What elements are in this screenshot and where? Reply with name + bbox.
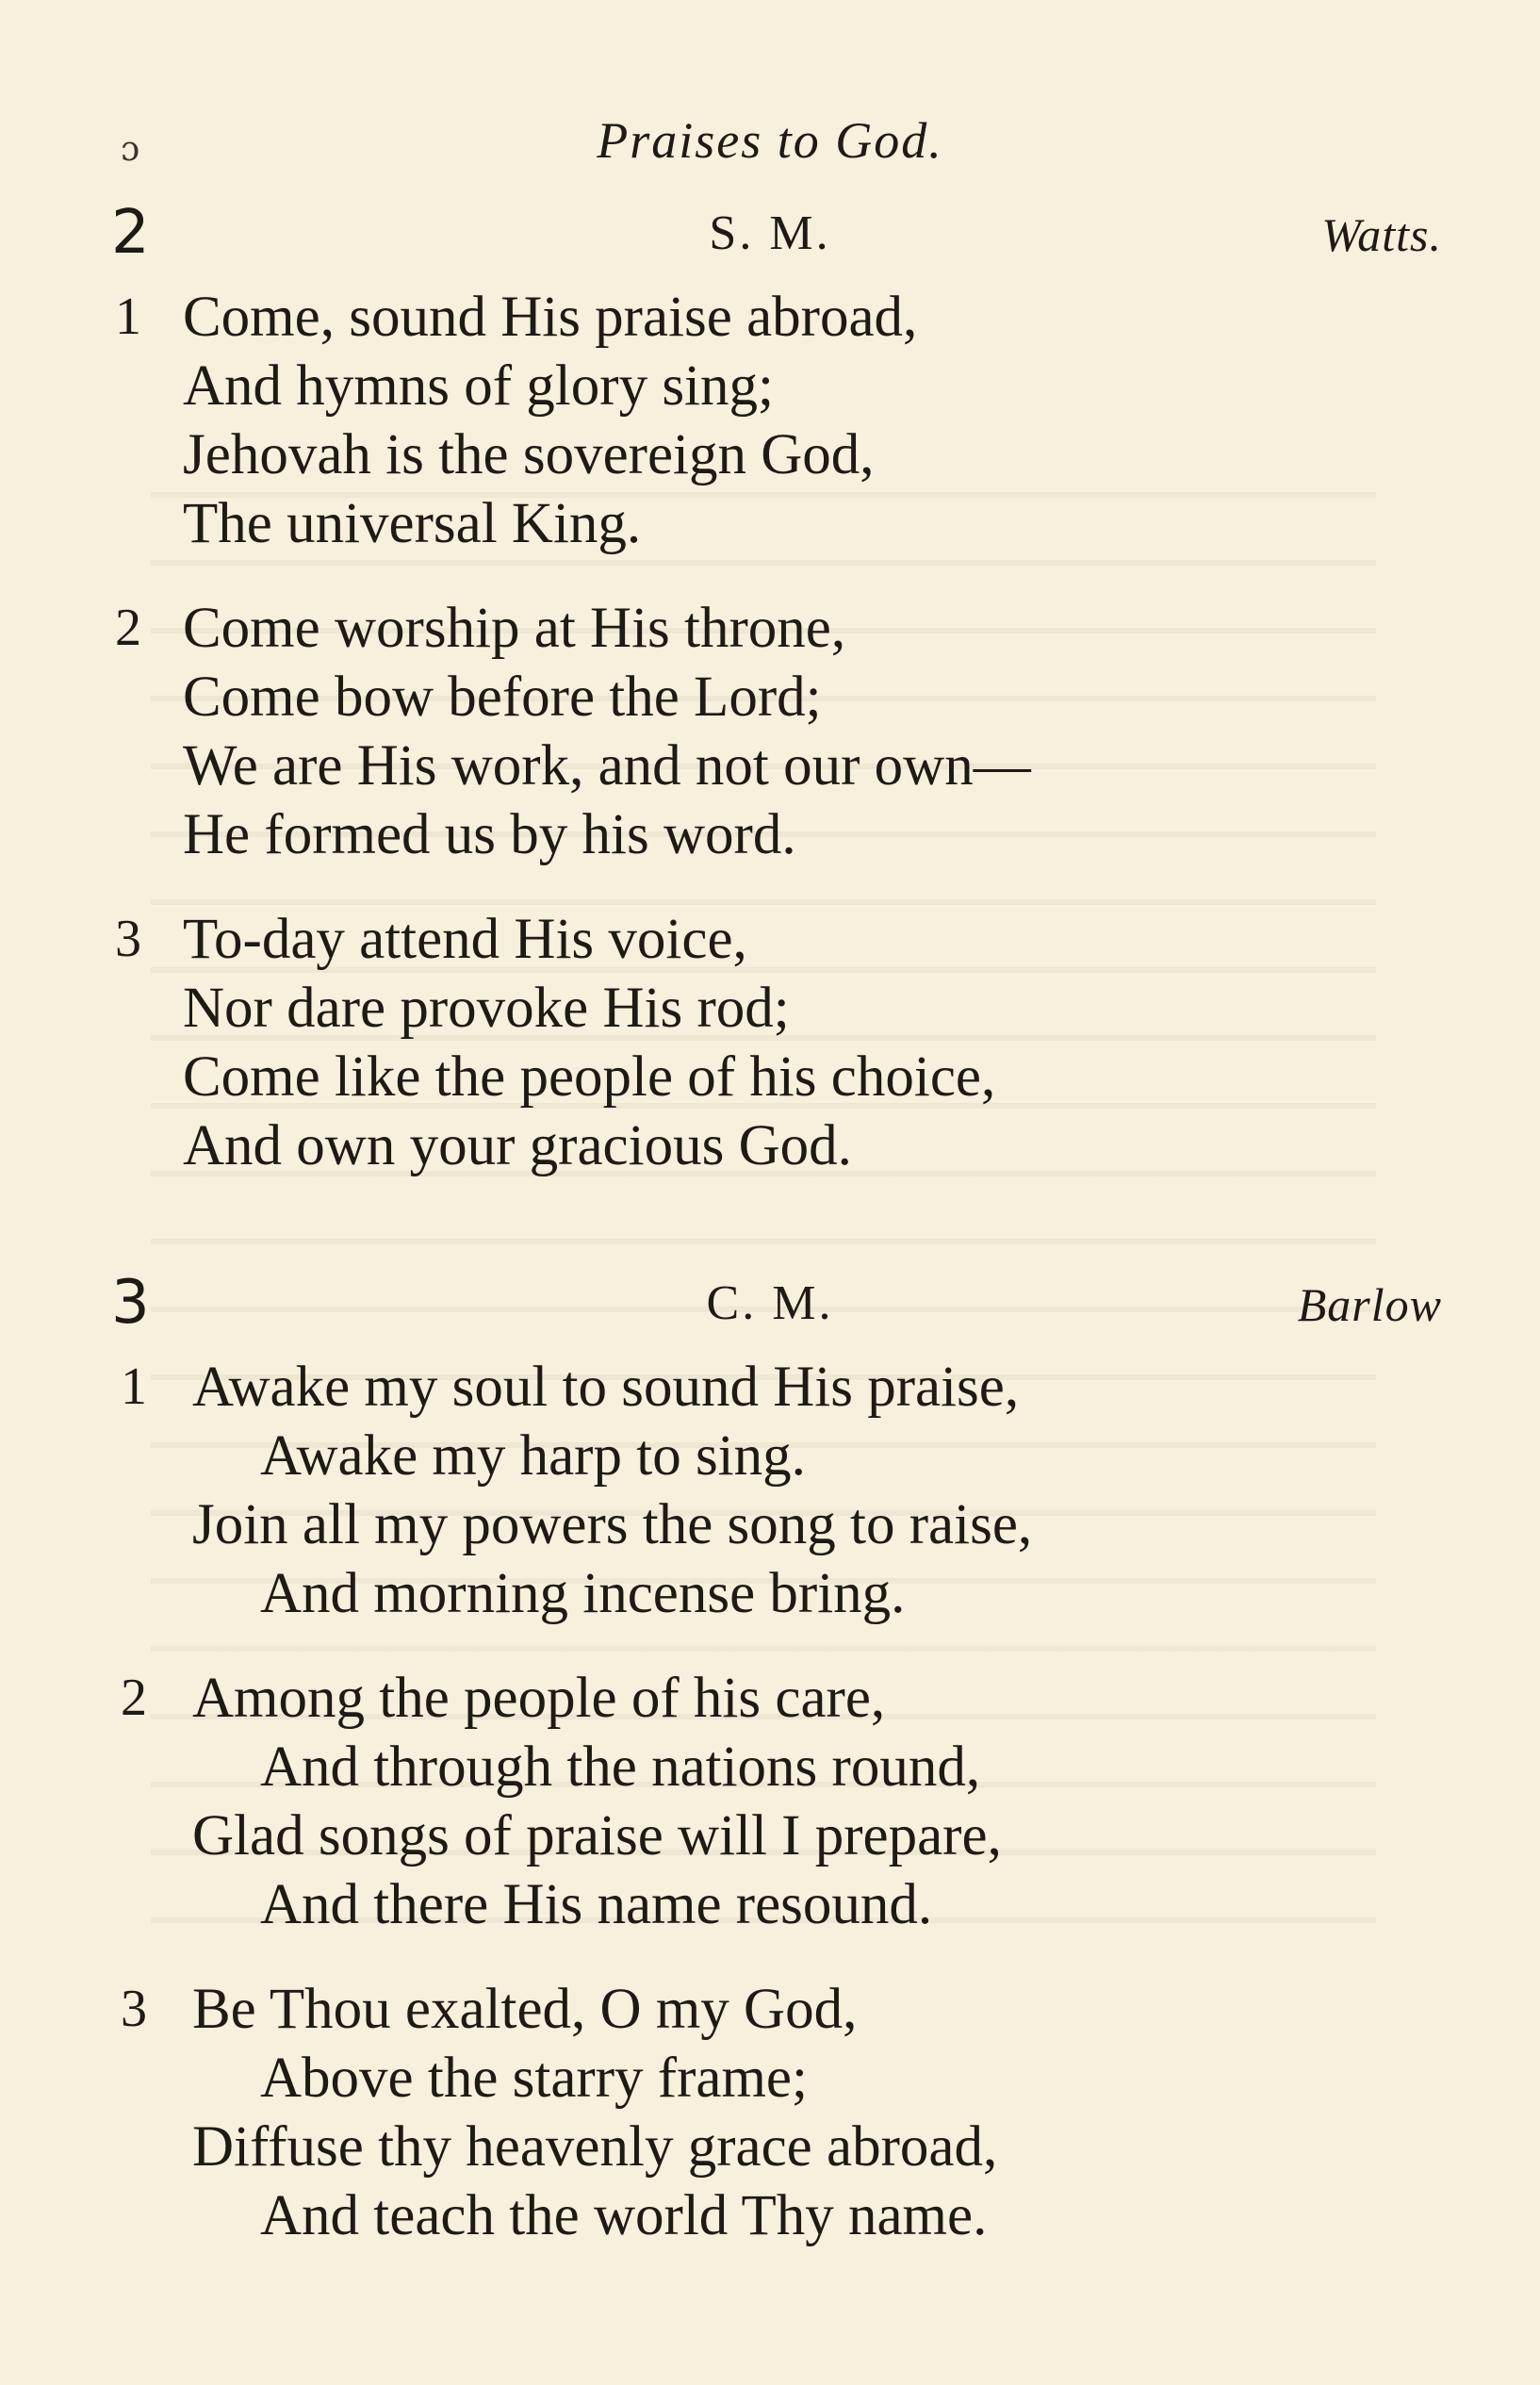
verse-line xyxy=(0,1664,1540,1733)
line-text: And own your gracious God. xyxy=(183,1114,852,1177)
stanza-number: 1 xyxy=(121,1357,147,1416)
line-text: Awake my harp to sing. xyxy=(260,1424,806,1488)
verse-line xyxy=(0,283,1540,352)
line-text: And hymns of glory sing; xyxy=(183,354,774,418)
hymn-meter: S. M. xyxy=(709,206,831,260)
hymn-3 xyxy=(0,1268,1540,2286)
verse-line xyxy=(0,1490,1540,1559)
verse-line xyxy=(0,1801,1540,1870)
stanza xyxy=(0,594,1540,869)
line-text: Come like the people of his choice, xyxy=(183,1045,996,1109)
line-text: Among the people of his care, xyxy=(192,1667,886,1730)
verse-line xyxy=(0,1870,1540,1939)
verse-line xyxy=(0,352,1540,420)
line-text: To-day attend His voice, xyxy=(183,908,747,971)
line-text: And teach the world Thy name. xyxy=(260,2184,988,2247)
verse-line xyxy=(0,800,1540,869)
hymn-number: 3 xyxy=(111,1268,150,1338)
line-text: Above the starry frame; xyxy=(260,2047,808,2110)
verse-line xyxy=(0,2113,1540,2181)
line-text: Join all my powers the song to raise, xyxy=(192,1493,1033,1556)
verse-line xyxy=(0,489,1540,558)
line-text: And through the nations round, xyxy=(260,1735,981,1799)
verse-line xyxy=(0,1422,1540,1490)
verse-line xyxy=(0,420,1540,489)
line-text: Come, sound His praise abroad, xyxy=(183,286,918,349)
verse-line xyxy=(0,1975,1540,2044)
stanza xyxy=(0,283,1540,558)
verse-line xyxy=(0,1559,1540,1628)
stanza xyxy=(0,1975,1540,2250)
verse-line xyxy=(0,1111,1540,1180)
line-text: We are His work, and not our own— xyxy=(183,734,1031,798)
hymn-heading xyxy=(0,1268,1540,1353)
line-text: Nor dare provoke His rod; xyxy=(183,977,790,1040)
page-title: Praises to God. xyxy=(597,112,943,169)
stanza xyxy=(0,905,1540,1180)
stanza-number: 3 xyxy=(121,1980,147,2038)
verse-line xyxy=(0,732,1540,800)
hymn-author: Barlow xyxy=(1297,1278,1442,1331)
line-text: Diffuse thy heavenly grace abroad, xyxy=(192,2115,998,2179)
line-text: Come worship at His throne, xyxy=(183,597,846,660)
verse-line xyxy=(0,1733,1540,1801)
verse-line xyxy=(0,594,1540,663)
line-text: Awake my soul to sound His praise, xyxy=(192,1356,1020,1419)
line-text: And there His name resound. xyxy=(260,1873,933,1936)
line-text: Come bow before the Lord; xyxy=(183,666,822,729)
verse-line xyxy=(0,2044,1540,2113)
line-text: The universal King. xyxy=(183,492,642,555)
hymn-meter: C. M. xyxy=(706,1276,834,1330)
page-number: ɔ xyxy=(121,130,140,169)
verse-line xyxy=(0,663,1540,732)
verse-line xyxy=(0,1043,1540,1111)
verse-line xyxy=(0,2181,1540,2250)
hymn-2 xyxy=(0,198,1540,1216)
line-text: Be Thou exalted, O my God, xyxy=(192,1978,858,2041)
stanza-number: 2 xyxy=(115,599,141,657)
line-text: He formed us by his word. xyxy=(183,803,796,866)
hymn-author: Watts. xyxy=(1321,208,1442,261)
verse-line xyxy=(0,905,1540,974)
line-text: Glad songs of praise will I prepare, xyxy=(192,1804,1002,1867)
verse-line xyxy=(0,974,1540,1043)
stanza xyxy=(0,1353,1540,1628)
running-head xyxy=(0,111,1540,177)
hymn-heading xyxy=(0,198,1540,283)
stanza-number: 2 xyxy=(121,1669,147,1727)
stanza-number: 1 xyxy=(115,288,141,346)
stanza xyxy=(0,1664,1540,1939)
line-text: And morning incense bring. xyxy=(260,1562,906,1625)
verse-line xyxy=(0,1353,1540,1422)
hymn-number: 2 xyxy=(111,198,150,268)
line-text: Jehovah is the sovereign God, xyxy=(183,423,875,486)
stanza-number: 3 xyxy=(115,910,141,968)
